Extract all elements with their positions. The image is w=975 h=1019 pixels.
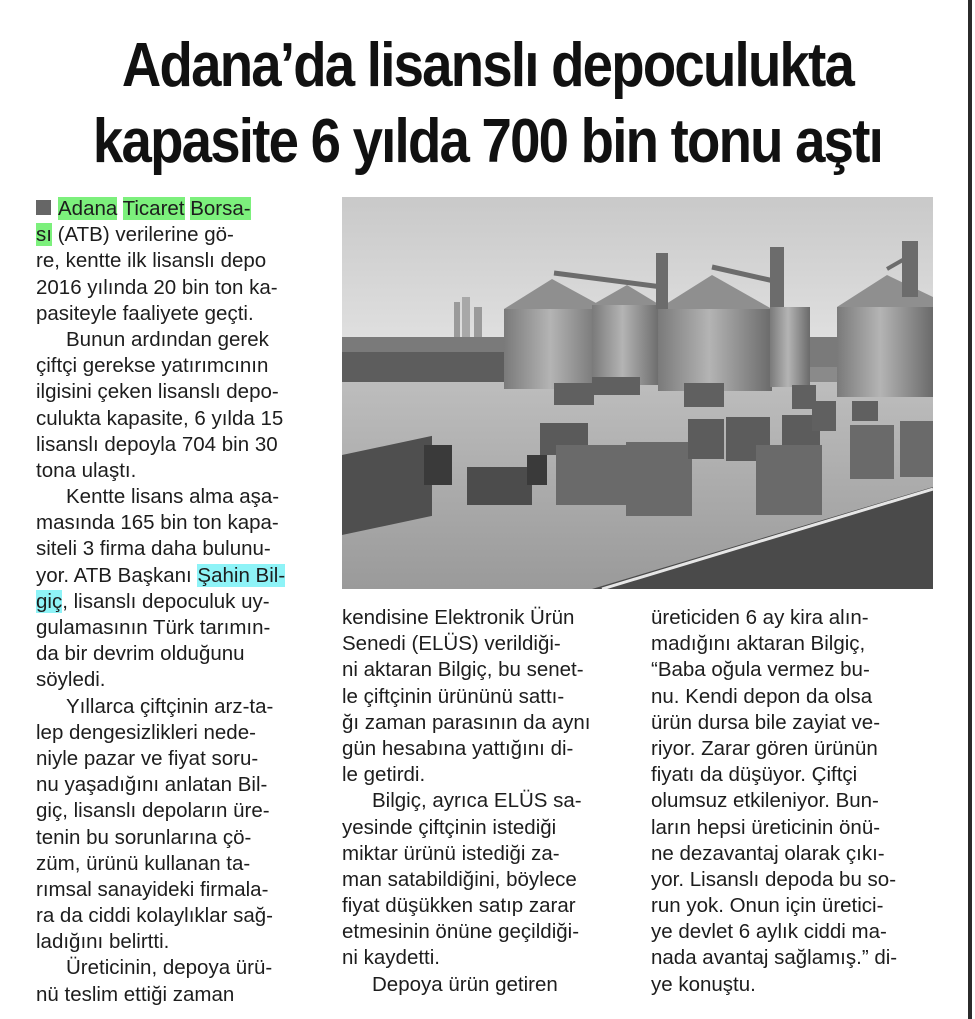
text-line: fiyatı da düşüyor. Çiftçi	[651, 763, 858, 787]
article-column-2	[342, 605, 632, 998]
text-line: re, kentte ilk lisanslı depo	[36, 249, 267, 273]
text-fragment: yor. ATB Başkanı	[36, 563, 198, 587]
text-line: culukta kapasite, 6 yılda 15	[36, 406, 284, 430]
text-line: kendisine Elektronik Ürün	[342, 606, 575, 629]
text-line: ladığını belirtti.	[36, 930, 170, 954]
text-line: da bir devrim olduğunu	[36, 642, 245, 666]
text-line	[36, 222, 326, 248]
square-bullet-icon	[36, 200, 51, 215]
text-line: çiftçi gerekse yatırımcının	[36, 354, 269, 378]
text-line	[36, 589, 326, 615]
grain-silo-photo	[342, 197, 933, 589]
text-line: Yıllarca çiftçinin arz-ta-	[66, 694, 274, 718]
text-fragment: (ATB) verilerine gö-	[51, 223, 234, 247]
text-line: yesinde çiftçinin istediği	[342, 815, 557, 839]
text-line: lisanslı depoyla 704 bin 30	[36, 432, 278, 456]
text-line: Bilgiç, ayrıca ELÜS sa-	[372, 789, 582, 813]
highlight-ticaret: Ticaret	[122, 197, 185, 220]
headline-line-2: kapasite 6 yılda 700 bin tonu aştı	[92, 107, 883, 176]
text-line: nada avantaj sağlamış.” di-	[651, 946, 898, 970]
text-line: miktar ürünü istediği za-	[342, 841, 560, 865]
highlight-adana: Adana	[58, 197, 118, 220]
text-line: pasiteyle faaliyete geçti.	[36, 301, 254, 325]
text-line: ye konuştu.	[651, 972, 756, 996]
text-line: nu yaşadığını anlatan Bil-	[36, 773, 268, 797]
text-line: giç, lisanslı depoların üre-	[36, 799, 270, 823]
text-line: madığını aktaran Bilgiç,	[651, 632, 866, 656]
text-line: Üreticinin, depoya ürü-	[66, 956, 273, 980]
text-line: masında 165 bin ton kapa-	[36, 511, 279, 535]
text-line: yor. Lisanslı depoda bu so-	[651, 867, 897, 891]
text-line	[36, 563, 326, 589]
text-line: ye devlet 6 aylık ciddi ma-	[651, 920, 887, 944]
text-line: le çiftçinin ürününü sattı-	[342, 684, 565, 708]
text-line: tenin bu sorunlarına çö-	[36, 825, 252, 849]
highlight-borsa: Borsa-	[190, 197, 251, 220]
text-line: züm, ürünü kullanan ta-	[36, 851, 251, 875]
text-line: gulamasının Türk tarımın-	[36, 616, 271, 639]
text-line: üreticiden 6 ay kira alın-	[651, 606, 869, 629]
text-line: run yok. Onun için üretici-	[651, 894, 884, 918]
article-column-1	[36, 196, 326, 1008]
text-line: fiyat düşükken satıp zarar	[342, 894, 576, 918]
text-line: niyle pazar ve fiyat soru-	[36, 746, 259, 770]
text-fragment: , lisanslı depoculuk uy-	[62, 589, 270, 613]
text-line: ne dezavantaj olarak çıkı-	[651, 841, 885, 865]
headline-line-1: Adana’da lisanslı depoculukta	[121, 31, 854, 100]
text-line: gün hesabına yattığını di-	[342, 736, 574, 760]
text-line: “Baba oğula vermez bu-	[651, 658, 870, 682]
text-line: Kentte lisans alma aşa-	[66, 485, 280, 509]
text-line: ra da ciddi kolaylıklar sağ-	[36, 904, 273, 928]
highlight-gic: giç	[36, 589, 63, 613]
text-line: ilgisini çeken lisanslı depo-	[36, 380, 279, 404]
headline	[59, 28, 917, 180]
text-line: söyledi.	[36, 668, 106, 692]
text-line: etmesinin önüne geçildiği-	[342, 920, 580, 944]
highlight-sahin-bilgic: Şahin Bil-	[197, 563, 286, 587]
text-line: Senedi (ELÜS) verildiği-	[342, 632, 561, 656]
text-line: ni kaydetti.	[342, 946, 440, 970]
page-edge-rule	[968, 0, 972, 1019]
text-line: 2016 yılında 20 bin ton ka-	[36, 275, 278, 299]
lead-line	[36, 196, 326, 222]
text-line: Bunun ardından gerek	[66, 327, 269, 351]
text-line: siteli 3 firma daha bulunu-	[36, 537, 271, 561]
text-line: le getirdi.	[342, 763, 426, 787]
text-line: nu. Kendi depon da olsa	[651, 684, 873, 708]
text-line: ürün dursa bile zayiat ve-	[651, 710, 881, 734]
text-line: ni aktaran Bilgiç, bu senet-	[342, 658, 584, 682]
text-line: riyor. Zarar gören ürünün	[651, 736, 878, 760]
text-line: tona ulaştı.	[36, 458, 137, 482]
text-line: ların hepsi üreticinin önü-	[651, 815, 881, 839]
text-line: ğı zaman parasının da aynı	[342, 710, 591, 734]
text-line: rımsal sanayideki firmala-	[36, 877, 269, 901]
text-line: man satabildiğini, böylece	[342, 867, 577, 891]
article-column-3	[651, 605, 941, 998]
silo-trucks-image	[342, 197, 933, 589]
text-line: olumsuz etkileniyor. Bun-	[651, 789, 879, 813]
highlight-si: sı	[36, 223, 52, 247]
text-line: Depoya ürün getiren	[372, 972, 558, 996]
text-line: lep dengesizlikleri nede-	[36, 720, 256, 744]
text-line: nü teslim ettiği zaman	[36, 982, 235, 1006]
